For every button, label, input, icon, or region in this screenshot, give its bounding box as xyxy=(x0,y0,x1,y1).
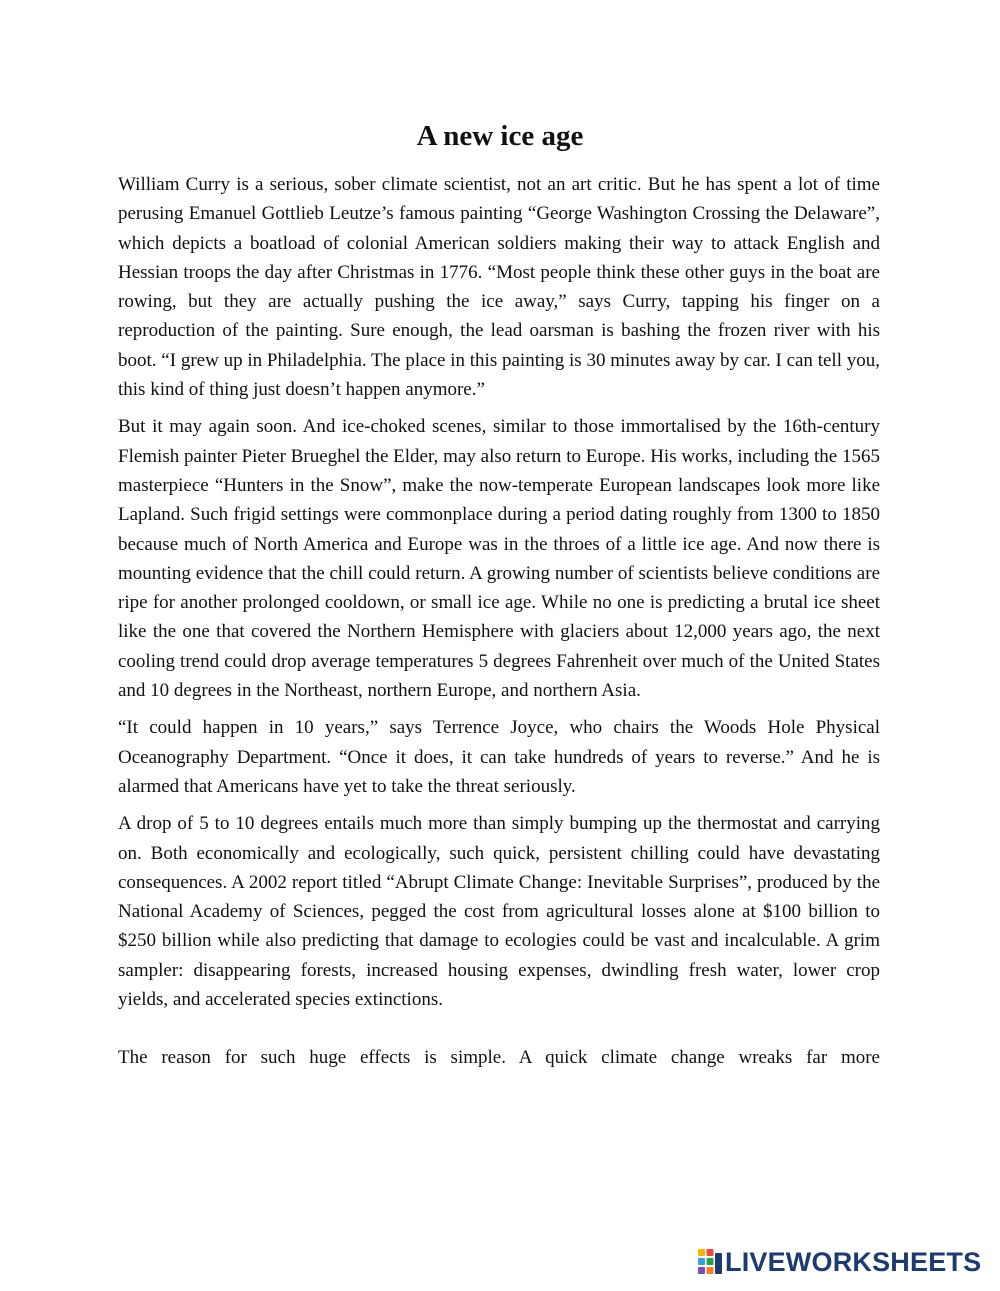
liveworksheets-watermark xyxy=(697,1242,981,1282)
paragraph-2: But it may again soon. And ice-choked scenes, similar to those immortalised by the 16th-century Flemish painter Pieter Brueghel the Elder, may also return to Europe. His works, including the 1565 masterpiece “Hunters in the Snow”, make the now-temperate European landscapes look more like Lapland. Such frigid settings were commonplace during a period dating roughly from 1300 to 1850 because much of North America and Europe was in the throes of a little ice age. And now there is mounting evidence that the chill could return. A growing number of scientists believe conditions are ripe for another prolonged cooldown, or small ice age. While no one is predicting a brutal ice sheet like the one that covered the Northern Hemisphere with glaciers about 12,000 years ago, the next cooling trend could drop average temperatures 5 degrees Fahrenheit over much of the United States and 10 degrees in the Northeast, northern Europe, and northern Asia. xyxy=(118,416,880,702)
page-title: A new ice age xyxy=(416,120,584,152)
paragraph-1: William Curry is a serious, sober climate scientist, not an art critic. But he has spent a lot of time perusing Emanuel Gottlieb Leutze’s famous painting “George Washington Crossing the Delaware”, which depicts a boatload of colonial American soldiers making their way to attack English and Hessian troops the day after Christmas in 1776. “Most people think these other guys in the boat are rowing, but they are actually pushing the ice away,” says Curry, tapping his finger on a reproduction of the painting. Sure enough, the lead oarsman is bashing the frozen river with his boot. “I grew up in Philadelphia. The place in this painting is 30 minutes away by car. I can tell you, this kind of thing just doesn’t happen anymore.” xyxy=(118,174,880,401)
article-body xyxy=(118,170,880,1081)
paragraph-4: A drop of 5 to 10 degrees entails much more than simply bumping up the thermostat and carrying on. Both economically and ecologically, such quick, persistent chilling could have devastating consequences. A 2002 report titled “Abrupt Climate Change: Inevitable Surprises”, produced by the National Academy of Sciences, pegged the cost from agricultural losses alone at $100 billion to $250 billion while also predicting that damage to ecologies could be vast and incalculable. A grim sampler: disappearing forests, increased housing expenses, dwindling fresh water, lower crop yields, and accelerated species extinctions. xyxy=(118,813,880,1011)
liveworksheets-logo-icon xyxy=(697,1248,723,1276)
paragraph-5: The reason for such huge effects is simple. A quick climate change wreaks far more xyxy=(118,1047,880,1069)
paragraph-3: “It could happen in 10 years,” says Terrence Joyce, who chairs the Woods Hole Physical Oceanography Department. “Once it does, it can take hundreds of years to reverse.” And he is alarmed that Americans have yet to take the threat seriously. xyxy=(118,717,880,797)
liveworksheets-brand-text: LIVEWORKSHEETS xyxy=(725,1247,982,1277)
